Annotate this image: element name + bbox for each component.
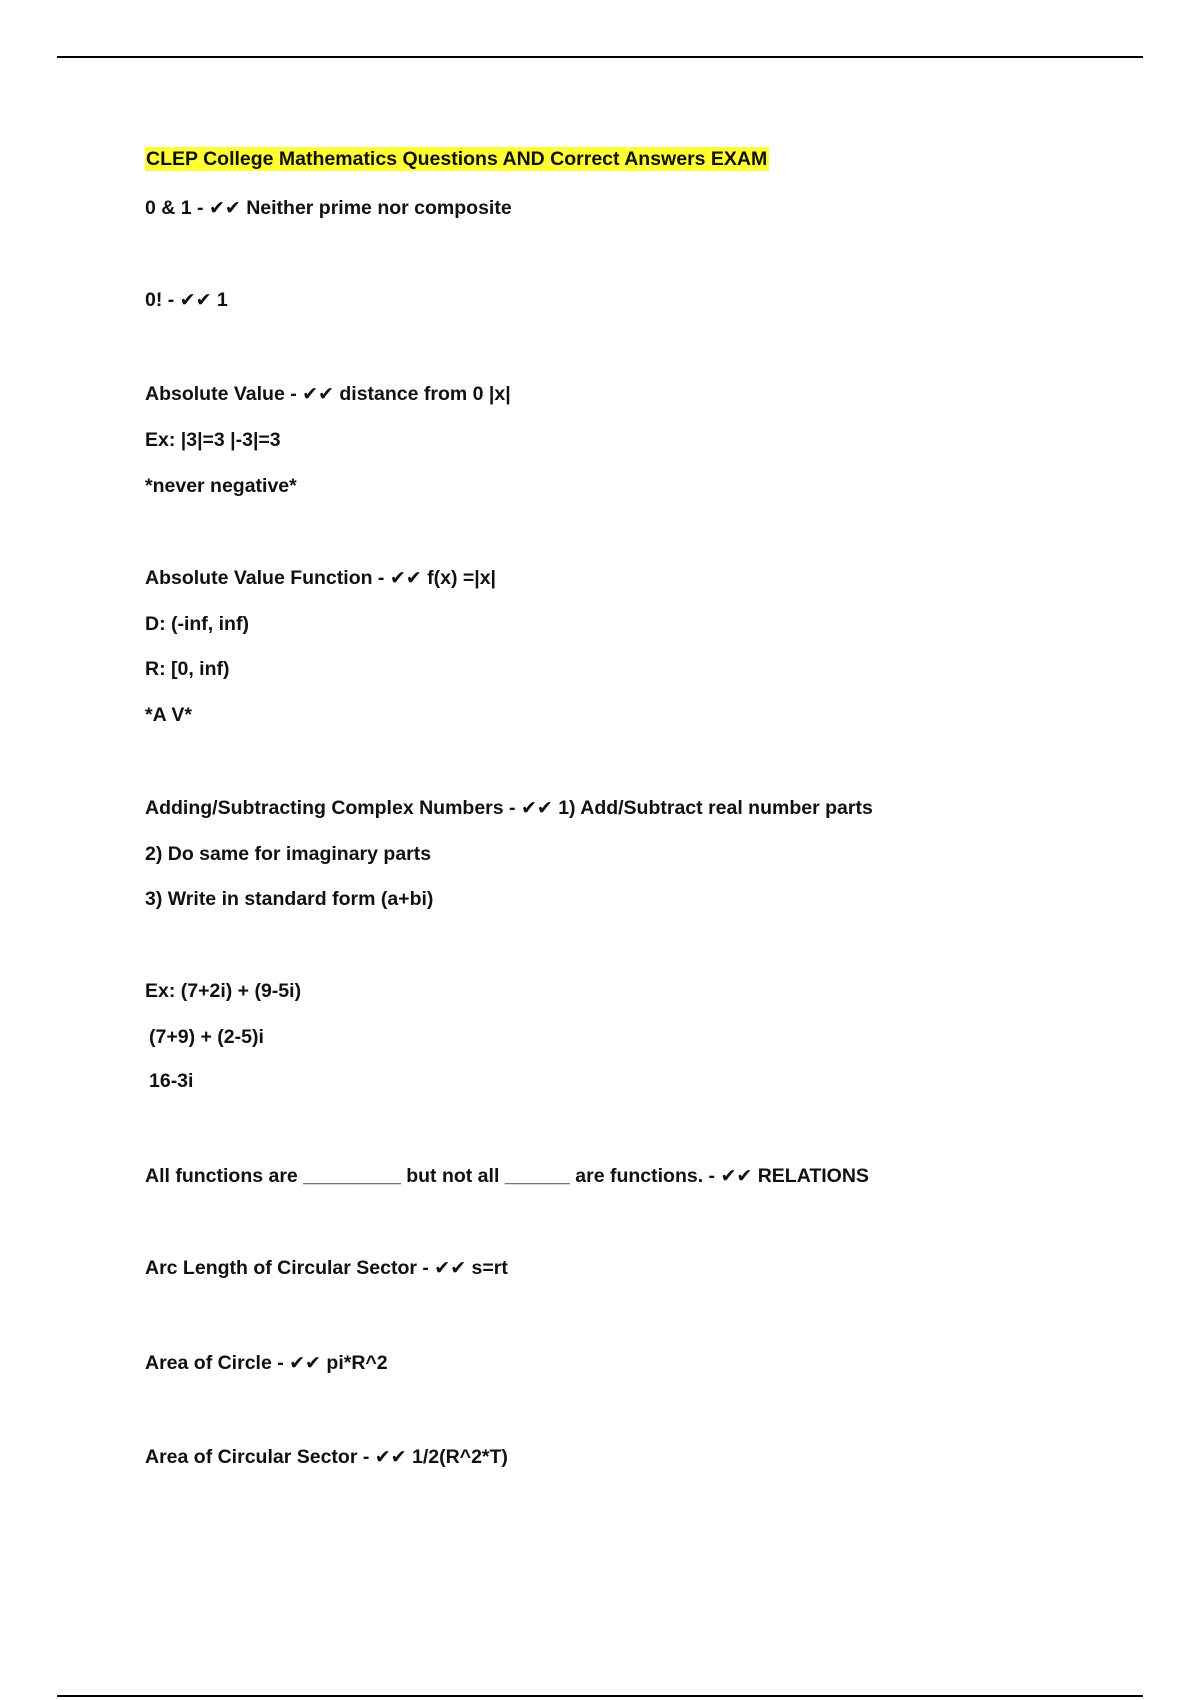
footer-rule bbox=[57, 1695, 1143, 1697]
checkmark-icon: ✔✔ bbox=[179, 289, 212, 311]
qa-answer: Neither prime nor composite bbox=[240, 197, 512, 219]
qa-entry bbox=[145, 1164, 869, 1188]
header-rule bbox=[57, 56, 1143, 58]
qa-term: Arc Length of Circular Sector - bbox=[145, 1257, 435, 1279]
checkmark-icon: ✔✔ bbox=[374, 1446, 407, 1468]
qa-entry bbox=[145, 1445, 508, 1469]
checkmark-icon: ✔✔ bbox=[302, 383, 334, 405]
checkmark-icon: ✔✔ bbox=[389, 567, 422, 589]
qa-entry bbox=[145, 1256, 508, 1280]
qa-detail-line: R: [0, inf) bbox=[145, 658, 230, 680]
qa-answer: RELATIONS bbox=[752, 1165, 869, 1187]
qa-term: Absolute Value Function - bbox=[145, 567, 390, 589]
checkmark-icon: ✔✔ bbox=[434, 1257, 467, 1279]
qa-entry bbox=[145, 382, 511, 406]
document-title-text: CLEP College Mathematics Questions AND Correct Answers EXAM bbox=[146, 148, 768, 170]
checkmark-icon: ✔✔ bbox=[520, 797, 553, 819]
checkmark-icon: ✔✔ bbox=[289, 1352, 321, 1374]
qa-answer: 1) Add/Subtract real number parts bbox=[552, 797, 873, 819]
qa-term: Area of Circle - bbox=[145, 1352, 290, 1374]
qa-detail-line: (7+9) + (2-5)i bbox=[149, 1026, 264, 1048]
qa-term: Area of Circular Sector - bbox=[145, 1446, 375, 1468]
qa-detail-line: *never negative* bbox=[145, 475, 297, 497]
qa-answer: 1/2(R^2*T) bbox=[406, 1446, 508, 1468]
document-title bbox=[145, 147, 769, 171]
qa-entry bbox=[145, 566, 496, 590]
qa-entry bbox=[145, 796, 873, 820]
checkmark-icon: ✔✔ bbox=[208, 197, 241, 219]
qa-term: 0 & 1 - bbox=[145, 197, 209, 219]
qa-term: Adding/Subtracting Complex Numbers - bbox=[145, 797, 521, 819]
checkmark-icon: ✔✔ bbox=[720, 1165, 753, 1187]
qa-answer: f(x) =|x| bbox=[421, 567, 497, 589]
qa-entry bbox=[145, 1351, 388, 1375]
qa-detail-line: 3) Write in standard form (a+bi) bbox=[145, 888, 434, 910]
qa-answer: pi*R^2 bbox=[320, 1352, 388, 1374]
qa-answer: s=rt bbox=[466, 1257, 508, 1279]
qa-answer: distance from 0 |x| bbox=[333, 383, 511, 405]
qa-detail-line: D: (-inf, inf) bbox=[145, 613, 249, 635]
qa-detail-line: 2) Do same for imaginary parts bbox=[145, 843, 432, 865]
qa-detail-line: 16-3i bbox=[149, 1070, 194, 1092]
qa-answer: 1 bbox=[211, 289, 228, 311]
qa-term: Absolute Value - bbox=[145, 383, 303, 405]
qa-term: 0! - bbox=[145, 289, 180, 311]
qa-detail-line: Ex: (7+2i) + (9-5i) bbox=[145, 980, 302, 1002]
qa-entry bbox=[145, 196, 512, 220]
qa-term: All functions are _________ but not all ______ are functions. - bbox=[145, 1165, 721, 1187]
qa-detail-line: Ex: |3|=3 |-3|=3 bbox=[145, 429, 281, 451]
qa-entry bbox=[145, 288, 228, 312]
qa-detail-line: *A V* bbox=[145, 704, 192, 726]
